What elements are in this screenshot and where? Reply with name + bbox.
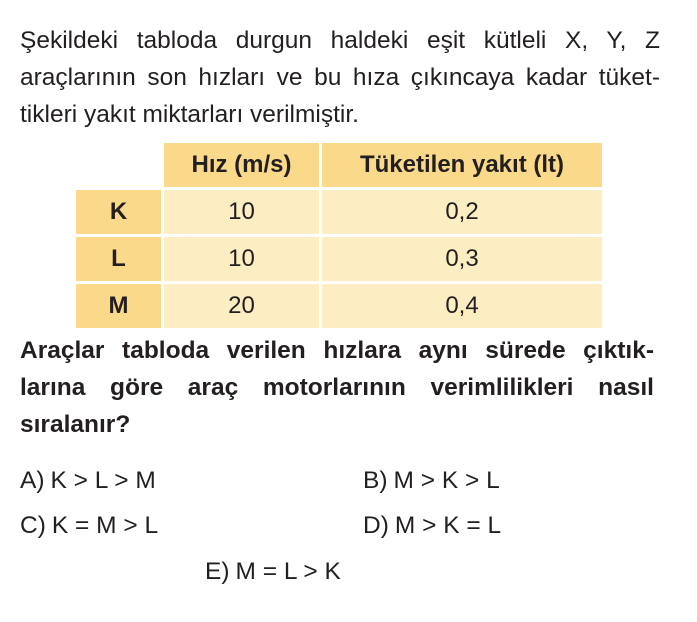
fuel-cell-k: 0,2 — [321, 189, 604, 236]
intro-line-2: araçlarının son hızları ve bu hıza çıkıncaya kadar tüket- — [20, 64, 660, 91]
option-e-letter: E) — [205, 558, 230, 585]
option-b-text: M > K > L — [393, 467, 500, 494]
table-row — [75, 189, 604, 236]
question-text — [20, 332, 654, 443]
option-a-letter: A) — [20, 467, 45, 494]
option-c[interactable] — [20, 511, 158, 541]
option-e-text: M = L > K — [235, 558, 341, 585]
option-c-letter: C) — [20, 512, 46, 539]
intro-line-3: tikleri yakıt miktarları verilmiştir. — [20, 101, 359, 128]
table-header-row — [75, 142, 604, 189]
question-line-3: sıralanır? — [20, 411, 131, 438]
option-a[interactable] — [20, 466, 156, 496]
table-row — [75, 236, 604, 283]
intro-line-1: Şekildeki tabloda durgun haldeki eşit kütleli X, Y, Z — [20, 27, 660, 54]
fuel-cell-l: 0,3 — [321, 236, 604, 283]
option-e[interactable] — [205, 557, 341, 587]
speed-cell-k: 10 — [163, 189, 321, 236]
option-d-letter: D) — [363, 512, 389, 539]
header-speed: Hız (m/s) — [163, 142, 321, 189]
table-row — [75, 283, 604, 330]
option-b[interactable] — [363, 466, 500, 496]
question-line-1: Araçlar tabloda verilen hızlara aynı sürede çıktık- — [20, 337, 654, 364]
speed-cell-l: 10 — [163, 236, 321, 283]
question-line-2: larına göre araç motorlarının verimlilikleri nasıl — [20, 374, 654, 401]
option-b-letter: B) — [363, 467, 388, 494]
table-corner-cell — [75, 142, 163, 189]
option-a-text: K > L > M — [50, 467, 156, 494]
option-c-text: K = M > L — [51, 512, 159, 539]
data-table — [73, 140, 605, 331]
row-label-k: K — [75, 189, 163, 236]
option-d-text: M > K = L — [394, 512, 502, 539]
row-label-m: M — [75, 283, 163, 330]
row-label-l: L — [75, 236, 163, 283]
fuel-cell-m: 0,4 — [321, 283, 604, 330]
option-d[interactable] — [363, 511, 501, 541]
speed-cell-m: 20 — [163, 283, 321, 330]
problem-intro — [20, 22, 660, 133]
header-fuel: Tüketilen yakıt (lt) — [321, 142, 604, 189]
